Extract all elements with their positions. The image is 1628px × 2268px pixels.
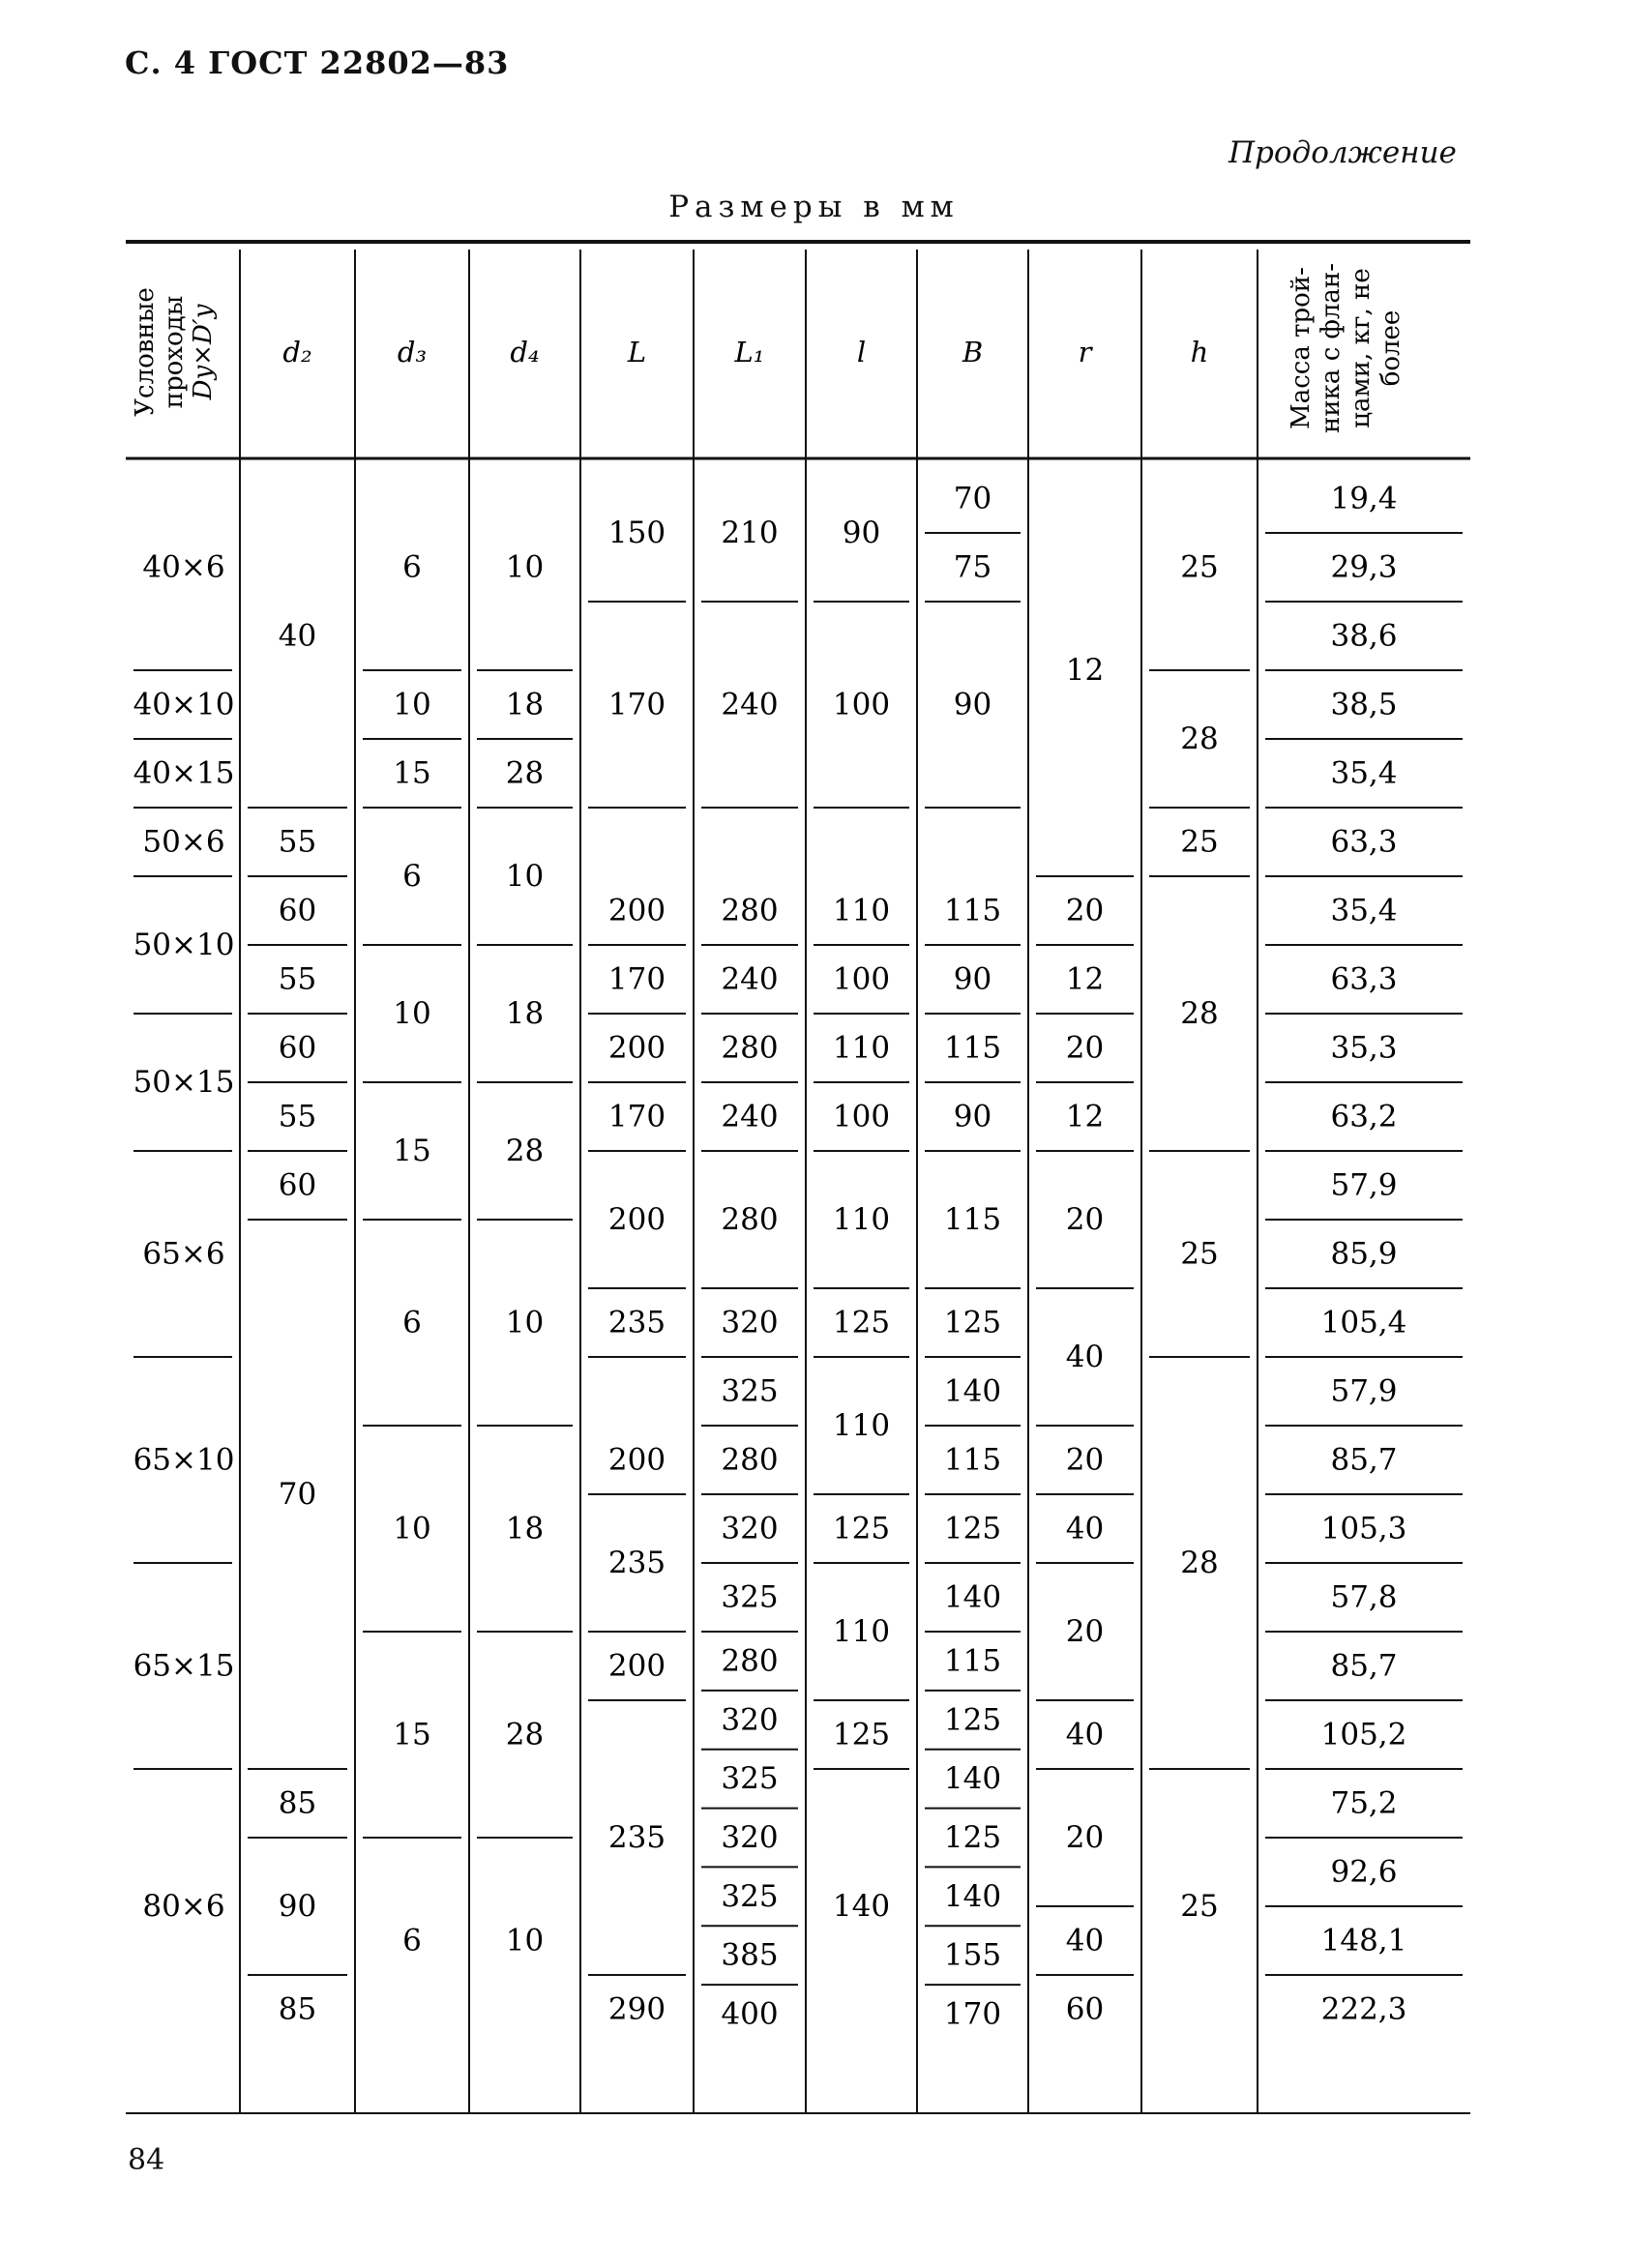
header-passage-line: Dy×D′y	[189, 304, 218, 400]
B-cell: 75	[953, 549, 992, 585]
r-cell: 20	[1065, 893, 1105, 928]
mass-cell: 63,2	[1330, 1099, 1398, 1134]
L-cell: 170	[607, 687, 666, 722]
header-l: l	[856, 336, 867, 368]
l-cell: 125	[832, 1511, 891, 1546]
mass-cell: 38,5	[1330, 687, 1398, 722]
d3-cell: 15	[393, 1717, 431, 1753]
header-b: B	[962, 336, 984, 368]
l-cell: 125	[832, 1305, 891, 1340]
d2-cell: 55	[278, 961, 317, 997]
L1-cell: 320	[721, 1305, 779, 1340]
L-cell: 150	[607, 515, 666, 550]
L1-cell: 325	[721, 1878, 779, 1914]
d4-cell: 28	[505, 1717, 545, 1753]
h-cell: 25	[1180, 549, 1219, 585]
B-cell: 140	[943, 1761, 1002, 1797]
h-cell: 28	[1180, 1546, 1219, 1580]
L-cell: 200	[607, 1648, 666, 1684]
units-caption: Размеры в мм	[668, 190, 960, 224]
r-cell: 12	[1065, 1099, 1105, 1134]
B-cell: 90	[953, 687, 992, 722]
d2-cell: 60	[278, 1030, 317, 1066]
B-cell: 125	[943, 1511, 1002, 1546]
L1-cell: 385	[721, 1937, 779, 1973]
L1-cell: 240	[721, 1099, 779, 1134]
d3-cell: 6	[402, 1923, 422, 1959]
B-cell: 115	[943, 1202, 1002, 1237]
d4-cell: 28	[505, 755, 545, 791]
r-cell: 20	[1065, 1202, 1105, 1237]
d4-cell: 10	[505, 549, 545, 585]
B-cell: 90	[953, 1099, 992, 1134]
L-cell: 235	[607, 1820, 666, 1855]
mass-cell: 35,4	[1330, 755, 1398, 791]
h-cell: 25	[1180, 1236, 1219, 1272]
mass-cell: 63,3	[1330, 961, 1398, 997]
l-cell: 110	[832, 893, 891, 928]
B-cell: 115	[943, 1643, 1002, 1679]
L1-cell: 400	[721, 1996, 779, 2032]
r-cell: 40	[1065, 1923, 1105, 1959]
mass-cell: 57,9	[1330, 1373, 1398, 1409]
d2-cell: 60	[278, 1167, 317, 1203]
passage-cell: 40×15	[133, 755, 235, 791]
header-r: r	[1078, 336, 1092, 368]
mass-cell: 57,9	[1330, 1167, 1398, 1203]
l-cell: 110	[832, 1408, 891, 1443]
passage-cell: 50×10	[133, 928, 235, 962]
L1-cell: 280	[721, 1030, 779, 1066]
header-d3: d₃	[397, 336, 428, 368]
l-cell: 110	[832, 1614, 891, 1649]
L1-cell: 325	[721, 1373, 779, 1409]
mass-cell: 148,1	[1320, 1923, 1407, 1959]
L1-cell: 320	[721, 1702, 779, 1738]
B-cell: 140	[943, 1878, 1002, 1914]
L1-cell: 325	[721, 1579, 779, 1615]
header-h: h	[1190, 336, 1209, 368]
r-cell: 40	[1065, 1511, 1105, 1546]
header-mass-line: Масса трой-	[1287, 267, 1316, 429]
r-cell: 40	[1065, 1340, 1105, 1374]
L-cell: 235	[607, 1305, 666, 1340]
header-l1: L₁	[734, 336, 765, 368]
d3-cell: 10	[393, 1511, 431, 1546]
header-l: L	[627, 336, 647, 368]
mass-cell: 105,2	[1320, 1717, 1407, 1753]
L-cell: 200	[607, 1030, 666, 1066]
d3-cell: 6	[402, 1305, 422, 1340]
header-d2: d₂	[282, 336, 312, 368]
l-cell: 90	[842, 515, 881, 550]
r-cell: 20	[1065, 1820, 1105, 1855]
d4-cell: 10	[505, 859, 545, 894]
B-cell: 125	[943, 1305, 1002, 1340]
page-number: 84	[128, 2143, 165, 2177]
header-mass-line: цами, кг, не	[1347, 268, 1376, 428]
d4-cell: 18	[505, 687, 545, 722]
L1-cell: 240	[721, 687, 779, 722]
r-cell: 20	[1065, 1442, 1105, 1478]
passage-cell: 50×6	[142, 824, 225, 860]
L1-cell: 280	[721, 1202, 779, 1237]
B-cell: 170	[943, 1996, 1002, 2032]
h-cell: 25	[1180, 824, 1219, 860]
r-cell: 60	[1065, 1991, 1105, 2027]
d4-cell: 18	[505, 996, 545, 1031]
passage-cell: 80×6	[142, 1889, 225, 1924]
header-mass-line: более	[1376, 309, 1406, 387]
page-header: С. 4 ГОСТ 22802—83	[125, 44, 510, 81]
mass-cell: 29,3	[1330, 549, 1398, 585]
d2-cell: 55	[278, 824, 317, 860]
d4-cell: 28	[505, 1134, 545, 1168]
d3-cell: 6	[402, 859, 422, 894]
continuation-label: Продолжение	[1228, 135, 1457, 170]
B-cell: 125	[943, 1820, 1002, 1855]
d3-cell: 6	[402, 549, 422, 585]
mass-cell: 85,7	[1330, 1648, 1398, 1684]
L1-cell: 280	[721, 1442, 779, 1478]
l-cell: 110	[832, 1030, 891, 1066]
l-cell: 100	[832, 687, 891, 722]
d2-cell: 85	[278, 1785, 317, 1821]
l-cell: 110	[832, 1202, 891, 1237]
l-cell: 140	[832, 1889, 891, 1924]
L1-cell: 280	[721, 1643, 779, 1679]
d3-cell: 15	[393, 1134, 431, 1168]
L1-cell: 280	[721, 893, 779, 928]
B-cell: 115	[943, 1030, 1002, 1066]
mass-cell: 57,8	[1330, 1579, 1398, 1615]
mass-cell: 92,6	[1330, 1854, 1398, 1890]
passage-cell: 65×10	[133, 1442, 235, 1478]
passage-cell: 65×6	[142, 1236, 225, 1272]
L1-cell: 325	[721, 1761, 779, 1797]
mass-cell: 75,2	[1330, 1785, 1398, 1821]
r-cell: 20	[1065, 1030, 1105, 1066]
L-cell: 170	[607, 1099, 666, 1134]
d2-cell: 60	[278, 893, 317, 928]
d4-cell: 18	[505, 1511, 545, 1546]
passage-cell: 40×10	[133, 687, 235, 722]
passage-cell: 40×6	[142, 549, 225, 585]
d4-cell: 10	[505, 1305, 545, 1340]
header-d4: d₄	[510, 336, 540, 368]
d3-cell: 10	[393, 996, 431, 1031]
B-cell: 90	[953, 961, 992, 997]
L-cell: 235	[607, 1546, 666, 1580]
d2-cell: 85	[278, 1991, 317, 2027]
mass-cell: 35,3	[1330, 1030, 1398, 1066]
l-cell: 125	[832, 1717, 891, 1753]
d2-cell: 70	[278, 1477, 317, 1512]
mass-cell: 38,6	[1330, 618, 1398, 654]
B-cell: 125	[943, 1702, 1002, 1738]
l-cell: 100	[832, 961, 891, 997]
B-cell: 115	[943, 1442, 1002, 1478]
L-cell: 200	[607, 893, 666, 928]
mass-cell: 63,3	[1330, 824, 1398, 860]
l-cell: 100	[832, 1099, 891, 1134]
L-cell: 200	[607, 1202, 666, 1237]
L-cell: 170	[607, 961, 666, 997]
mass-cell: 85,9	[1330, 1236, 1398, 1272]
B-cell: 115	[943, 893, 1002, 928]
L-cell: 290	[607, 1991, 666, 2027]
B-cell: 155	[943, 1937, 1002, 1973]
mass-cell: 85,7	[1330, 1442, 1398, 1478]
L1-cell: 240	[721, 961, 779, 997]
L-cell: 200	[607, 1442, 666, 1478]
mass-cell: 105,4	[1320, 1305, 1407, 1340]
B-cell: 140	[943, 1579, 1002, 1615]
B-cell: 70	[953, 481, 992, 516]
h-cell: 25	[1180, 1889, 1219, 1924]
d3-cell: 15	[393, 755, 431, 791]
L1-cell: 210	[721, 515, 779, 550]
mass-cell: 35,4	[1330, 893, 1398, 928]
mass-cell: 222,3	[1320, 1991, 1407, 2027]
passage-cell: 50×15	[133, 1065, 235, 1100]
d3-cell: 10	[393, 687, 431, 722]
header-passage-line: Условные	[131, 287, 160, 417]
h-cell: 28	[1180, 722, 1219, 756]
header-mass-line: ника с флан-	[1317, 263, 1346, 433]
mass-cell: 105,3	[1320, 1511, 1407, 1546]
mass-cell: 19,4	[1330, 481, 1398, 516]
L1-cell: 320	[721, 1511, 779, 1546]
r-cell: 20	[1065, 1614, 1105, 1649]
r-cell: 12	[1065, 961, 1105, 997]
passage-cell: 65×15	[133, 1648, 235, 1684]
d2-cell: 90	[278, 1889, 317, 1924]
L1-cell: 320	[721, 1820, 779, 1855]
d2-cell: 40	[278, 618, 317, 654]
r-cell: 12	[1065, 653, 1105, 688]
r-cell: 40	[1065, 1717, 1105, 1753]
header-passage-line: проходы	[160, 295, 189, 409]
B-cell: 140	[943, 1373, 1002, 1409]
d4-cell: 10	[505, 1923, 545, 1959]
h-cell: 28	[1180, 996, 1219, 1031]
d2-cell: 55	[278, 1099, 317, 1134]
